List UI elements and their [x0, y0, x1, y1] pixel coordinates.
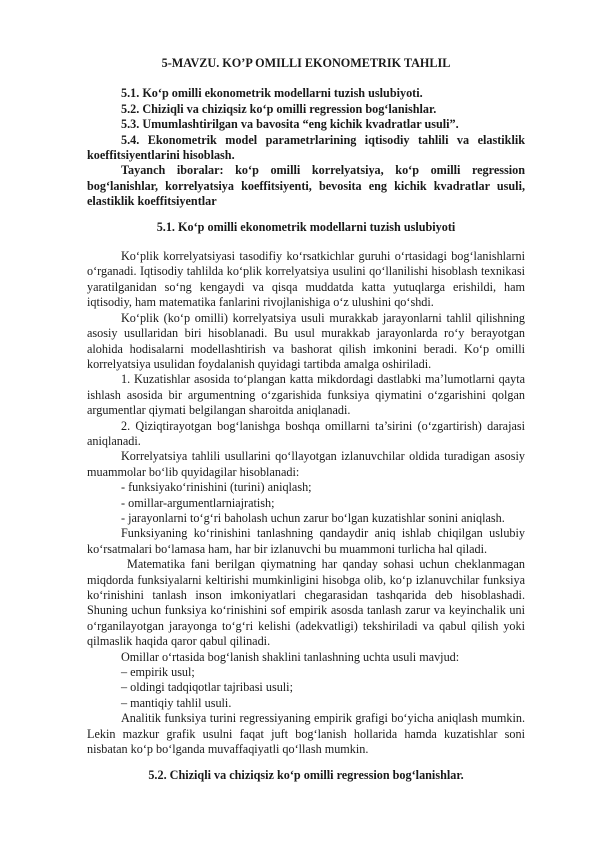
list-item: – empirik usul;	[121, 665, 195, 680]
section-body	[87, 249, 525, 757]
list-item: - jarayonlarni to‘g‘ri baholash uchun zarur bo‘lgan kuzatishlar sonini aniqlash.	[121, 510, 505, 525]
paragraph: 1. Kuzatishlar asosida to‘plangan katta mikdordagi dastlabki ma’lumotlarni qayta ishlash asosida bir argumentning o‘zgarishida funksiya qiymatini o‘zgarishini qolgan argumentlar qiymati belgilangan sharoitda aniqlanadi.	[87, 372, 525, 418]
list-item: - funksiyako‘rinishini (turini) aniqlash;	[121, 480, 312, 495]
section-heading: 5.2. Chiziqli va chiziqsiz ko‘p omilli regression bog‘lanishlar.	[148, 768, 464, 783]
outline-item: 5.4. Ekonometrik model parametrlarining iqtisodiy tahlili va elastiklik koeffitsiyentlarini hisoblash.	[87, 132, 525, 163]
paragraph: Ko‘plik korrelyatsiyasi tasodifiy ko‘rsatkichlar guruhi o‘rtasidagi bog‘lanishlarni o‘rganadi. Iqtisodiy tahlilda ko‘plik korrelyatsiya usulini qo‘llanilishi hisoblash texnikasi yaratilganidan so‘ng kengaydi va qisqa muddatda katta yutuqlarga erishildi, ham iqtisodiy, ham matematika fanlarini rivojlanishiga o‘z ulushini qo‘shdi.	[87, 249, 525, 310]
paragraph: 2. Qiziqtirayotgan bog‘lanishga boshqa omillarni ta’sirini (o‘zgartirish) darajasi aniqlanadi.	[87, 418, 525, 448]
outline-item: 5.3. Umumlashtirilgan va bavosita “eng kichik kvadratlar usuli”.	[121, 117, 459, 132]
paragraph: Korrelyatsiya tahlili usullarini qo‘llayotgan izlanuvchilar oldida turadigan asosiy muammolar bo‘lib quyidagilar hisoblanadi:	[87, 449, 525, 479]
paragraph: Matematika fani berilgan qiymatning har qanday sohasi uchun cheklanmagan miqdorda funksiyalarni keltirishi mumkinligini hisobga olib, ko‘p izlanuvchilar funksiya ko‘rinishini tanlash inson imkoniyatlari chegarasidan tashqarida deb hisoblashadi. Shuning uchun funksiya ko‘rinishini sof empirik asosda tanlash zarur va keyinchalik uni o‘rganilayotgan jarayonga to‘g‘ri kelishi (adekvatligi) tekshiriladi va qabul qilish yoki qilmaslik haqida qaror qabul qilinadi.	[87, 557, 525, 649]
paragraph: Analitik funksiya turini regressiyaning empirik grafigi bo‘yicha aniqlash mumkin. Lekin mazkur grafik usulni faqat juft bog‘lanish hollarida hamda kuzatishlar soni nisbatan ko‘p bo‘lganda muvaffaqiyatli qo‘llash mumkin.	[87, 711, 525, 757]
paragraph: Omillar o‘rtasida bog‘lanish shaklini tanlashning uchta usuli mavjud:	[121, 649, 460, 664]
document-page	[87, 48, 525, 784]
section-heading: 5.1. Ko‘p omilli ekonometrik modellarni tuzish uslubiyoti	[156, 219, 456, 234]
outline-item: 5.2. Chiziqli va chiziqsiz ko‘p omilli regression bog‘lanishlar.	[121, 101, 437, 116]
list-item: – mantiqiy tahlil usuli.	[121, 695, 232, 710]
paragraph: Funksiyaning ko‘rinishini tanlashning qandaydir aniq ishlab chiqilgan uslubiy ko‘rsatmalari bo‘lamasa ham, har bir izlanuvchi bu muammoni turlicha hal qiladi.	[87, 526, 525, 556]
topic-outline	[87, 86, 525, 209]
outline-item: 5.1. Ko‘p omilli ekonometrik modellarni tuzish uslubiyoti.	[121, 86, 423, 101]
list-item: – oldingi tadqiqotlar tajribasi usuli;	[121, 680, 293, 695]
page-title: 5-MAVZU. KO’P OMILLI EKONOMETRIK TAHLIL	[161, 56, 451, 70]
key-terms: Tayanch iboralar: ko‘p omilli korrelyatsiya, ko‘p omilli regression bog‘lanishlar, korrelyatsiya koeffitsiyenti, bevosita eng kichik kvadratlar usuli, elastiklik koeffitsiyentlar	[87, 163, 525, 209]
list-item: - omillar-argumentlarniajratish;	[121, 495, 275, 510]
paragraph: Ko‘plik (ko‘p omilli) korrelyatsiya usuli murakkab jarayonlarni tahlil qilishning asosiy usullaridan biri hisoblanadi. Bu usul murakkab jarayonlarda ro‘y berayotgan alohida hodisalarni modellashtirish va bashorat qilish imkonini beradi. Ko‘p omilli korrelyatsiya usulidan foydalanish quyidagi tartibda amalga oshiriladi.	[87, 310, 525, 371]
